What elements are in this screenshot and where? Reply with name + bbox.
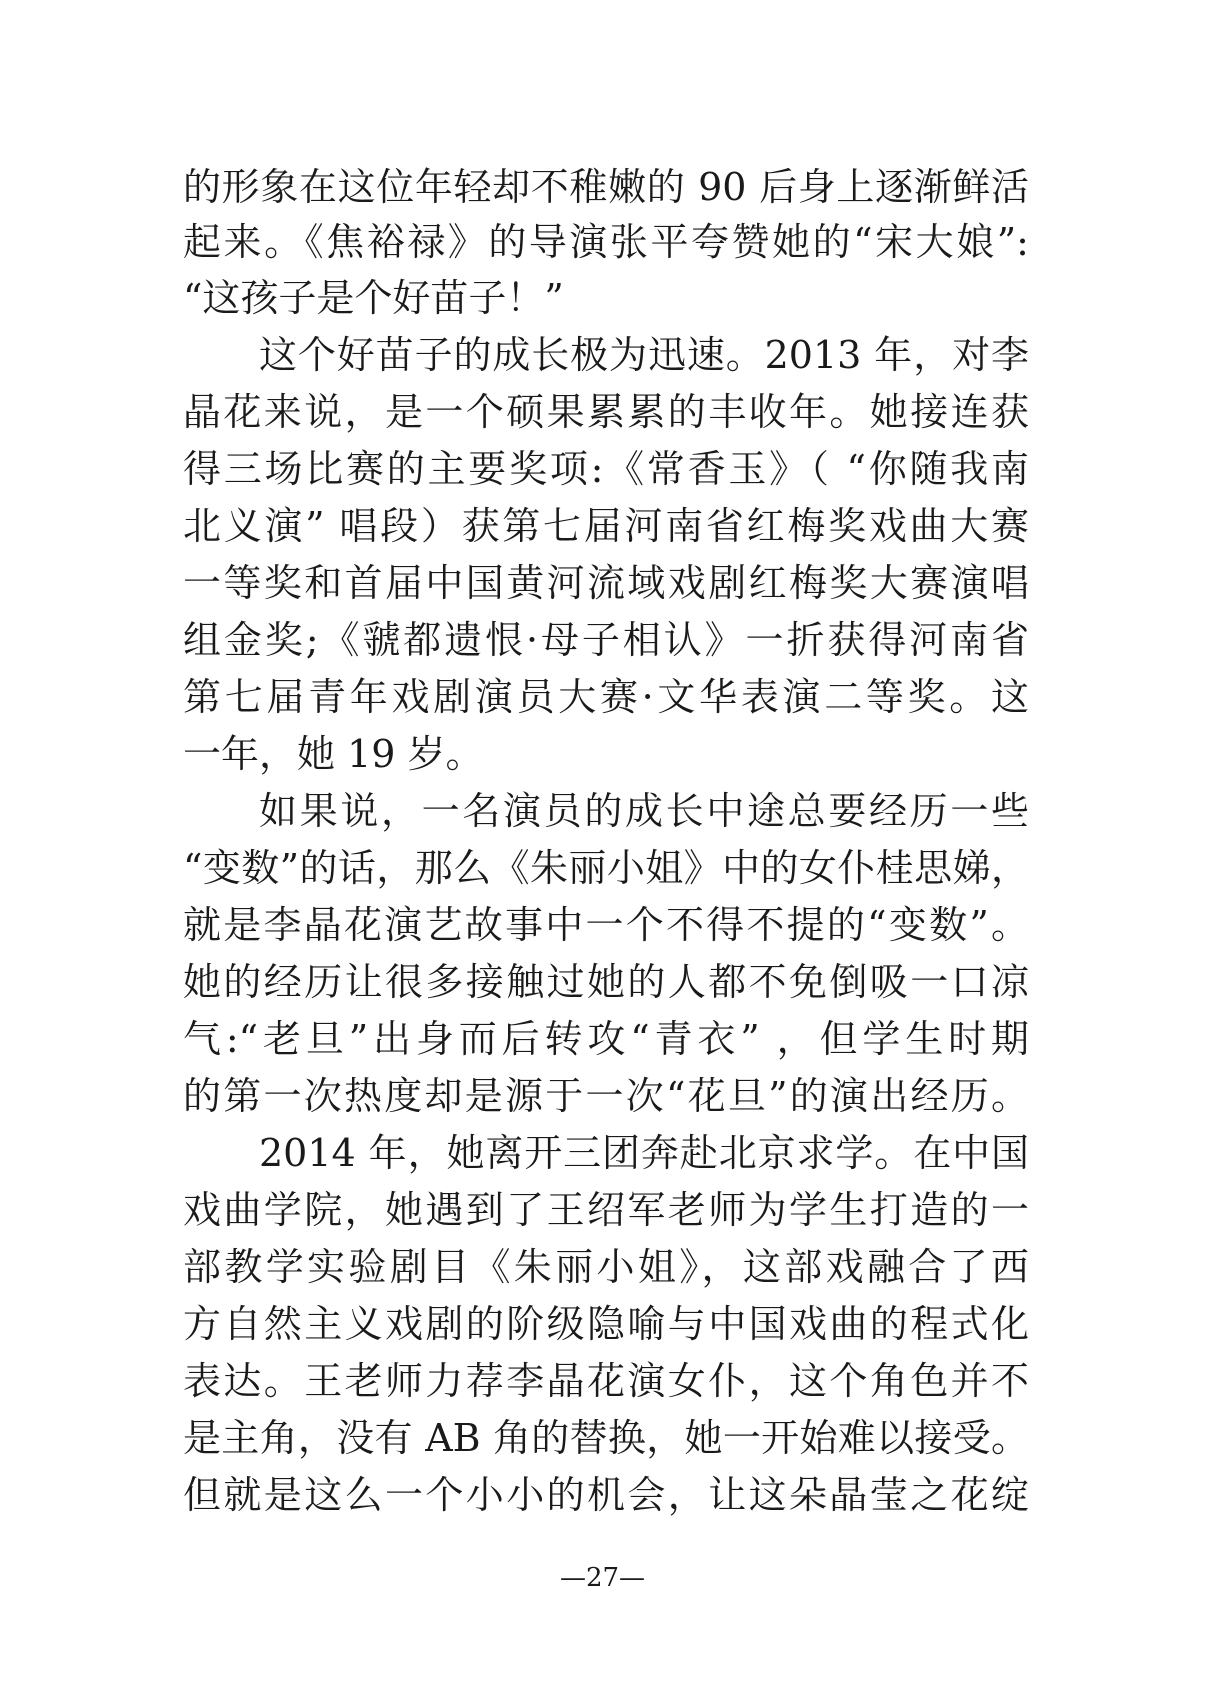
text-line: 她的经历让很多接触过她的人都不免倒吸一口凉	[183, 960, 1029, 1004]
text-line: 方自然主义戏剧的阶级隐喻与中国戏曲的程式化	[183, 1302, 1029, 1346]
text-line: 表达。王老师力荐李晶花演女仆，这个角色并不	[183, 1359, 1029, 1403]
paragraph-start-line: 2014 年，她离开三团奔赴北京求学。在中国	[259, 1131, 1029, 1175]
text-line: 但就是这么一个小小的机会，让这朵晶莹之花绽	[183, 1473, 1029, 1517]
text-line: 戏曲学院，她遇到了王绍军老师为学生打造的一	[183, 1188, 1029, 1232]
text-line: 是主角，没有 AB 角的替换，她一开始难以接受。	[183, 1416, 1029, 1460]
text-line: 的第一次热度却是源于一次“花旦”的演出经历。	[183, 1074, 1029, 1118]
page-number: —27—	[559, 1563, 646, 1593]
paragraph-start-line: 这个好苗子的成长极为迅速。2013 年，对李	[259, 333, 1029, 377]
text-line: 得三场比赛的主要奖项:《常香玉》（ “你随我南	[183, 447, 1029, 491]
text-line: 一年，她 19 岁。	[183, 732, 484, 776]
text-line: “变数”的话，那么《朱丽小姐》中的女仆桂思娣，	[183, 846, 1029, 890]
text-line: 气:“老旦”出身而后转攻“青衣” ，但学生时期	[183, 1017, 1029, 1061]
text-line: “这孩子是个好苗子！”	[183, 276, 564, 320]
text-line: 的形象在这位年轻却不稚嫩的 90 后身上逐渐鲜活	[183, 165, 1029, 209]
text-line: 起来。《焦裕禄》的导演张平夸赞她的“宋大娘”:	[183, 220, 1029, 264]
text-line: 就是李晶花演艺故事中一个不得不提的“变数”。	[183, 903, 1029, 947]
text-line: 组金奖;《虢都遗恨·母子相认》一折获得河南省	[183, 618, 1029, 662]
text-line: 晶花来说，是一个硕果累累的丰收年。她接连获	[183, 390, 1029, 434]
paragraph-start-line: 如果说，一名演员的成长中途总要经历一些	[259, 789, 1029, 833]
text-line: 北义演” 唱段）获第七届河南省红梅奖戏曲大赛	[183, 504, 1029, 548]
text-line: 一等奖和首届中国黄河流域戏剧红梅奖大赛演唱	[183, 561, 1029, 605]
text-line: 第七届青年戏剧演员大赛·文华表演二等奖。这	[183, 675, 1029, 719]
text-line: 部教学实验剧目《朱丽小姐》，这部戏融合了西	[183, 1245, 1029, 1289]
